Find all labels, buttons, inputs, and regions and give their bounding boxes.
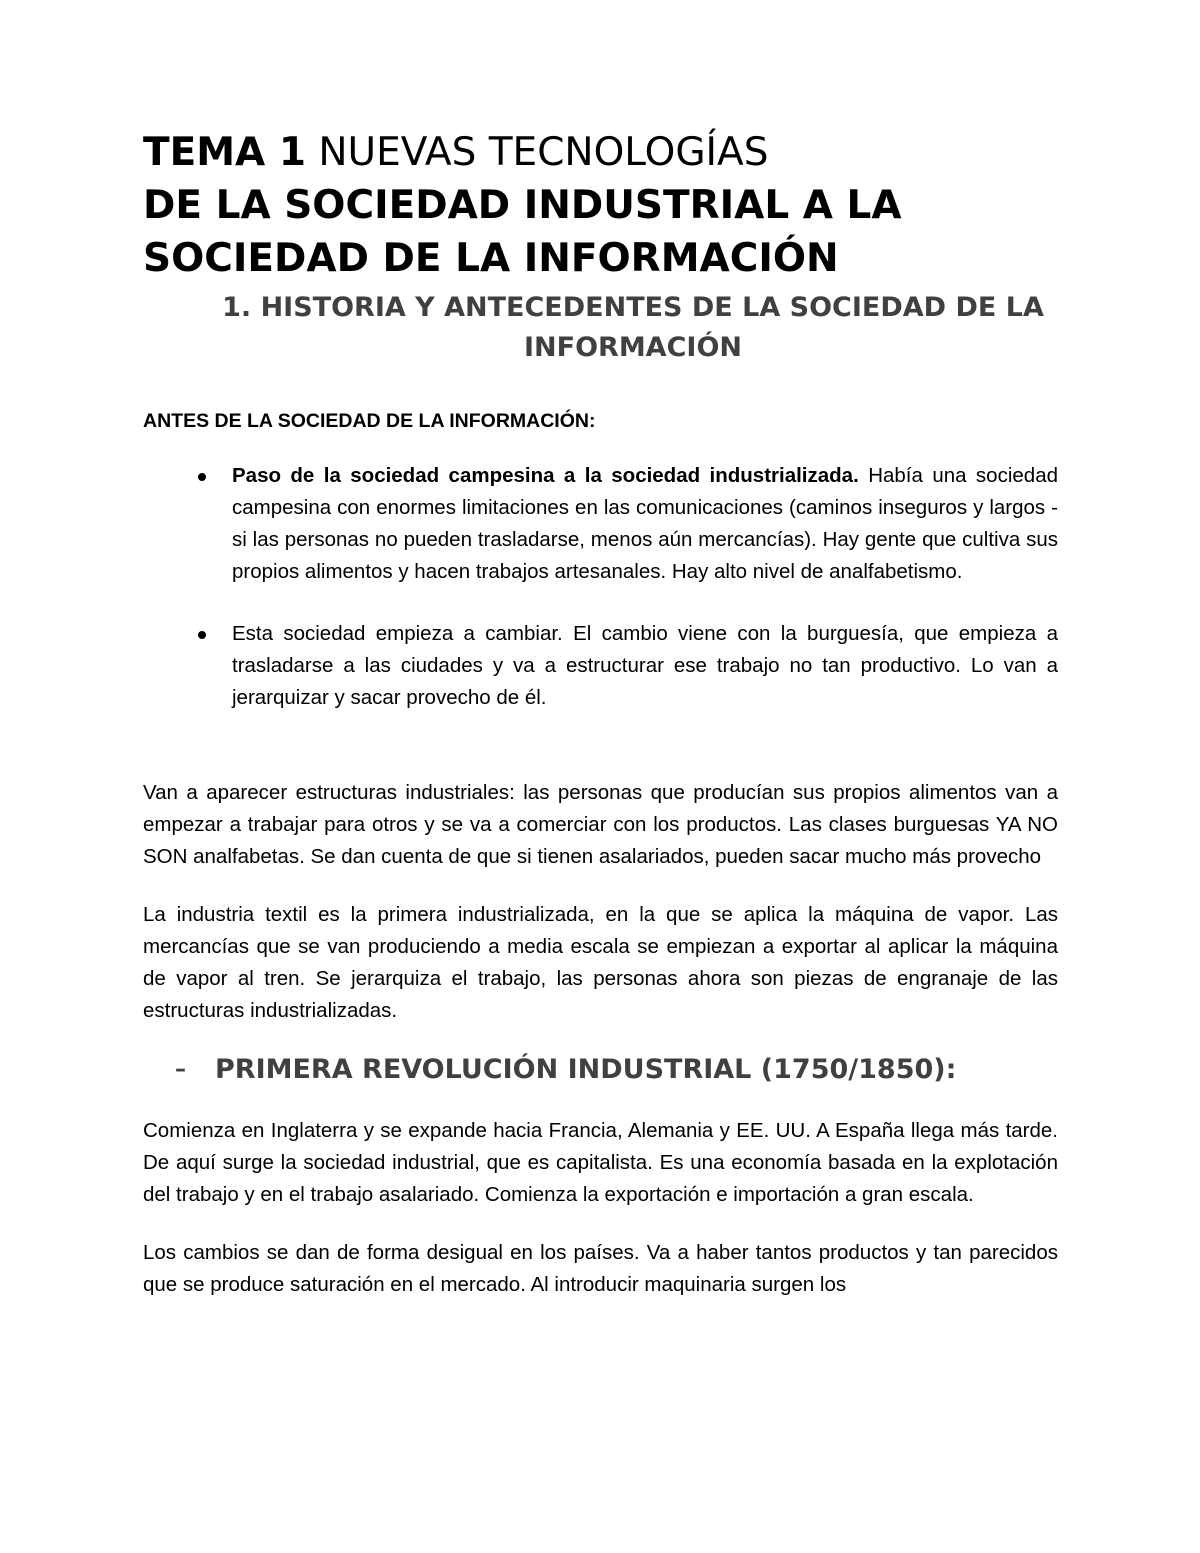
bullet-dot-icon: [198, 473, 206, 481]
bullet-text: Esta sociedad empieza a cambiar. El cambio viene con la burguesía, que empieza a trasladarse a las ciudades y va a estructurar ese trabajo no tan productivo. Lo van a jerarquizar y sacar provecho de él.: [232, 622, 1058, 709]
paragraph: Comienza en Inglaterra y se expande hacia Francia, Alemania y EE. UU. A España llega más tarde. De aquí surge la sociedad industrial, que es capitalista. Es una economía basada en la explotación del trabajo y en el trabajo asalariado. Comienza la exportación e importación a gran escala.: [143, 1119, 1058, 1206]
title-line-2: DE LA SOCIEDAD INDUSTRIAL A LA: [143, 183, 902, 228]
bullet-item: [143, 618, 1058, 714]
paragraph: La industria textil es la primera industrializada, en la que se aplica la máquina de vapor. Las mercancías que se van produciendo a media escala se empiezan a exportar al aplicar la máquina de vapor al tren. Se jerarquiza el trabajo, las personas ahora son piezas de engranaje de las estructuras industrializadas.: [143, 903, 1058, 1022]
bullet-dot-icon: [198, 631, 206, 639]
bullet-list: [143, 460, 1058, 714]
subtitle-line-2: INFORMACIÓN: [523, 332, 742, 363]
paragraph: Los cambios se dan de forma desigual en los países. Va a haber tantos productos y tan parecidos que se produce saturación en el mercado. Al introducir maquinaria surgen los: [143, 1241, 1058, 1296]
document-title: [143, 126, 1058, 285]
antes-heading: ANTES DE LA SOCIEDAD DE LA INFORMACIÓN:: [143, 410, 596, 432]
title-tema: TEMA 1: [143, 130, 306, 175]
dash-bullet-icon: –: [175, 1057, 186, 1082]
title-subject: NUEVAS TECNOLOGÍAS: [305, 130, 769, 175]
paragraph: Van a aparecer estructuras industriales: las personas que producían sus propios alimentos van a empezar a trabajar para otros y se va a comerciar con los productos. Las clases burguesas YA NO SON analfabetas. Se dan cuenta de que si tienen asalariados, pueden sacar mucho más provecho: [143, 781, 1058, 868]
title-line-3: SOCIEDAD DE LA INFORMACIÓN: [143, 236, 839, 281]
bullet-text: Había una sociedad campesina con enormes limitaciones en las comunicaciones (caminos inseguros y largos - si las personas no pueden trasladarse, menos aún mercancías). Hay gente que cultiva sus propios alimentos y hacen trabajos artesanales. Hay alto nivel de analfabetismo.: [232, 464, 1058, 583]
subtitle-line-1: 1. HISTORIA Y ANTECEDENTES DE LA SOCIEDAD DE LA: [222, 292, 1044, 323]
section-heading-text: PRIMERA REVOLUCIÓN INDUSTRIAL (1750/1850):: [215, 1054, 957, 1085]
bullet-item: [143, 460, 1058, 588]
section-subtitle: [143, 288, 1058, 368]
section-heading: [143, 1050, 1058, 1090]
bullet-bold-text: Paso de la sociedad campesina a la sociedad industrializada.: [232, 464, 859, 487]
document-page: [143, 126, 1058, 1301]
